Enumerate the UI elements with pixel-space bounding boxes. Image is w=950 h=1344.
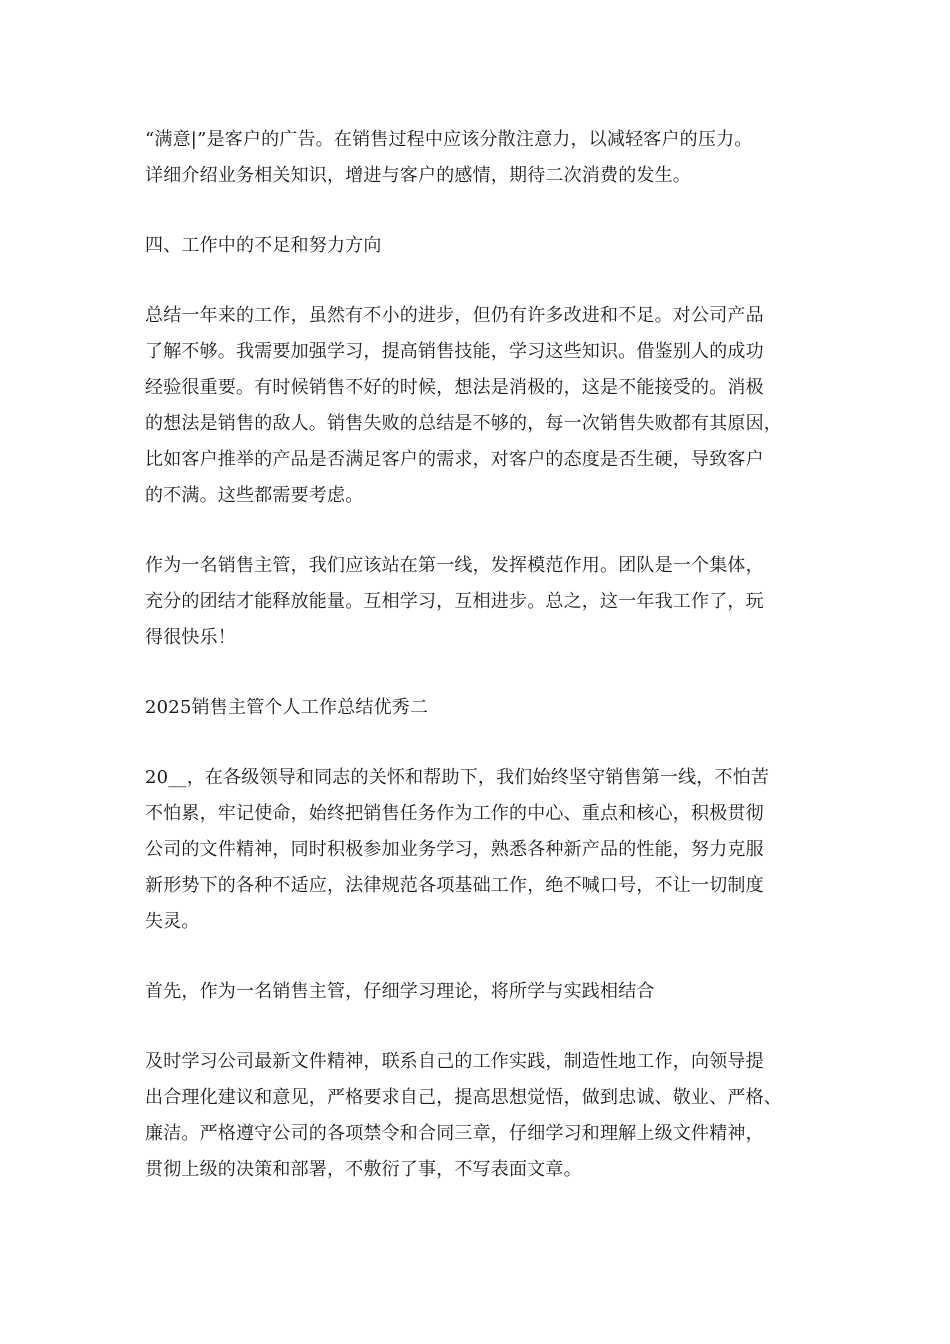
heading-text: 首先，作为一名销售主管，仔细学习理论，将所学与实践相结合	[145, 981, 655, 1002]
section-heading	[145, 974, 810, 1010]
text-line: 比如客户推举的产品是否满足客户的需求，对客户的态度是否生硬，导致客户	[145, 449, 764, 470]
text-line: 的不满。这些都需要考虑。	[145, 485, 364, 506]
text-line: 总结一年来的工作，虽然有不小的进步，但仍有许多改进和不足。对公司产品	[145, 305, 764, 326]
text-line: “满意|”是客户的广告。在销售过程中应该分散注意力，以减轻客户的压力。	[145, 129, 753, 150]
text-line: 出合理化建议和意见，严格要求自己，提高思想觉悟，做到忠诚、敬业、严格、	[145, 1087, 782, 1108]
paragraph	[145, 298, 810, 514]
text-line: 的想法是销售的敌人。销售失败的总结是不够的，每一次销售失败都有其原因，	[145, 413, 782, 434]
text-line: 不怕累，牢记使命，始终把销售任务作为工作的中心、重点和核心，积极贯彻	[145, 803, 764, 824]
document-body	[145, 122, 810, 1222]
text-line: 失灵。	[145, 911, 200, 932]
heading-text: 四、工作中的不足和努力方向	[145, 235, 382, 256]
paragraph	[145, 760, 810, 940]
heading-text: 2025销售主管个人工作总结优秀二	[145, 697, 429, 718]
section-heading	[145, 228, 810, 264]
text-line: 经验很重要。有时候销售不好的时候，想法是消极的，这是不能接受的。消极	[145, 377, 764, 398]
section-heading	[145, 690, 810, 726]
text-line: 得很快乐！	[145, 627, 236, 648]
text-line: 公司的文件精神，同时积极参加业务学习，熟悉各种新产品的性能，努力克服	[145, 839, 764, 860]
text-line: 20__，在各级领导和同志的关怀和帮助下，我们始终坚守销售第一线，不怕苦	[145, 767, 770, 788]
paragraph	[145, 548, 810, 656]
text-line: 了解不够。我需要加强学习，提高销售技能，学习这些知识。借鉴别人的成功	[145, 341, 764, 362]
text-line: 新形势下的各种不适应，法律规范各项基础工作，绝不喊口号，不让一切制度	[145, 875, 764, 896]
text-line: 贯彻上级的决策和部署，不敷衍了事，不写表面文章。	[145, 1159, 582, 1180]
text-line: 作为一名销售主管，我们应该站在第一线，发挥模范作用。团队是一个集体，	[145, 555, 764, 576]
paragraph	[145, 122, 810, 194]
paragraph	[145, 1044, 810, 1188]
text-line: 及时学习公司最新文件精神，联系自己的工作实践，制造性地工作，向领导提	[145, 1051, 764, 1072]
text-line: 详细介绍业务相关知识，增进与客户的感情，期待二次消费的发生。	[145, 165, 691, 186]
text-line: 廉洁。严格遵守公司的各项禁令和合同三章，仔细学习和理解上级文件精神，	[145, 1123, 764, 1144]
text-line: 充分的团结才能释放能量。互相学习，互相进步。总之，这一年我工作了，玩	[145, 591, 764, 612]
